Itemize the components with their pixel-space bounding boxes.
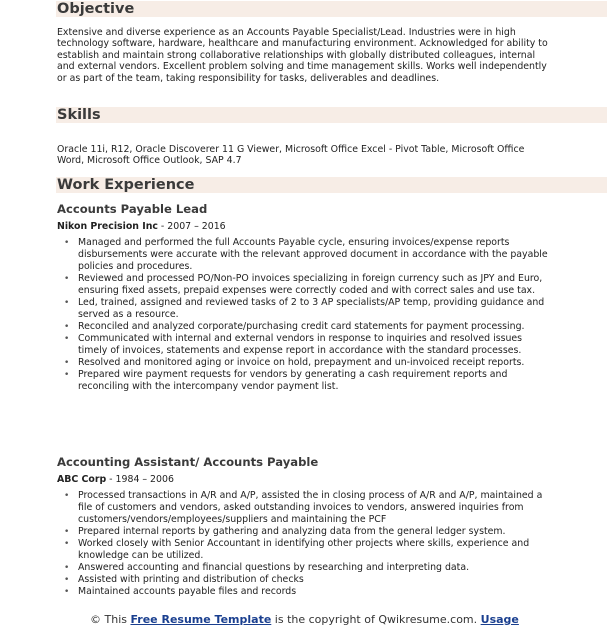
bullet-icon: • bbox=[64, 334, 70, 344]
bullet-icon: • bbox=[64, 491, 70, 501]
footer-prefix: © This bbox=[90, 613, 131, 626]
job-dates: - 1984 – 2006 bbox=[106, 474, 174, 485]
footer-middle: is the copyright of Qwikresume.com. bbox=[271, 613, 481, 626]
job-dates: - 2007 – 2016 bbox=[157, 221, 226, 232]
bullet-icon: • bbox=[64, 563, 70, 573]
company-name: ABC Corp bbox=[57, 474, 107, 485]
copyright-footer bbox=[90, 613, 519, 627]
job-title: Accounts Payable Lead bbox=[57, 202, 208, 216]
skills-text: Oracle 11i, R12, Oracle Discoverer 11 G Viewer, Microsoft Office Excel - Pivot Table, Microsoft Office Word, Microsoft Office Outlook, SAP 4.7 bbox=[57, 144, 525, 167]
list-item: • Communicated with internal and external vendors in response to inquiries and resolved issues timely of invoices, statements and expense report in accordance with the standard processes. bbox=[64, 333, 523, 356]
company-name: Nikon Precision Inc bbox=[57, 221, 158, 232]
list-item: • Reconciled and analyzed corporate/purchasing credit card statements for payment processing. bbox=[64, 321, 525, 332]
work-experience-heading: Work Experience bbox=[56, 177, 607, 193]
list-item: • Led, trained, assigned and reviewed tasks of 2 to 3 AP specialists/AP temp, providing guidance and served as a resource. bbox=[64, 297, 545, 320]
bullet-icon: • bbox=[64, 587, 70, 597]
bullet-icon: • bbox=[64, 539, 70, 549]
objective-heading: Objective bbox=[56, 1, 607, 17]
skills-heading: Skills bbox=[56, 107, 607, 123]
job-bullet-list bbox=[64, 490, 554, 598]
job-title: Accounting Assistant/ Accounts Payable bbox=[57, 455, 319, 469]
bullet-icon: • bbox=[64, 527, 70, 537]
list-item: • Prepared wire payment requests for vendors by generating a cash requirement reports and reconciling with the intercompany vendor payment list. bbox=[64, 369, 508, 392]
free-resume-template-link[interactable]: Free Resume Template bbox=[130, 613, 272, 626]
bullet-icon: • bbox=[64, 274, 70, 284]
list-item: • Worked closely with Senior Accountant in identifying other projects where skills, experience and knowledge can be utilized. bbox=[64, 538, 530, 561]
usage-link[interactable]: Usage bbox=[480, 613, 519, 626]
list-item: • Prepared internal reports by gathering and analyzing data from the general ledger system. bbox=[64, 526, 506, 537]
bullet-icon: • bbox=[64, 358, 70, 368]
job-bullet-list bbox=[64, 237, 554, 393]
company-line bbox=[57, 474, 174, 485]
list-item: • Reviewed and processed PO/Non-PO invoices specializing in foreign currency such as JPY and Euro, ensuring fixed assets, prepaid expenses were correctly coded and with correct sales and use tax. bbox=[64, 273, 543, 296]
objective-text: Extensive and diverse experience as an Accounts Payable Specialist/Lead. Industries were in high technology software, hardware, healthcare and manufacturing environment. Acknowledged for ability to establish and maintain strong collaborative relationships with globally distributed colleagues, internal and external vendors. Excellent problem solving and time management skills. Works well independently or as part of the team, taking responsibility for tasks, deliverables and deadlines. bbox=[57, 27, 548, 84]
bullet-icon: • bbox=[64, 322, 70, 332]
bullet-icon: • bbox=[64, 370, 70, 380]
list-item: • Maintained accounts payable files and records bbox=[64, 586, 297, 597]
list-item: • Managed and performed the full Accounts Payable cycle, ensuring invoices/expense reports disbursements were accurate with the relevant approved document in accordance with the payable policies and procedures. bbox=[64, 237, 548, 272]
list-item: • Processed transactions in A/R and A/P, assisted the in closing process of A/R and A/P, maintained a file of customers and vendors, asked outstanding invoices to vendors, answered inquiries from customers/vendors/employees/suppliers and maintaining the PCF bbox=[64, 490, 543, 525]
bullet-icon: • bbox=[64, 575, 70, 585]
list-item: • Assisted with printing and distribution of checks bbox=[64, 574, 304, 585]
bullet-icon: • bbox=[64, 298, 70, 308]
company-line bbox=[57, 221, 226, 232]
bullet-icon: • bbox=[64, 238, 70, 248]
list-item: • Resolved and monitored aging or invoice on hold, prepayment and un-invoiced receipt reports. bbox=[64, 357, 525, 368]
list-item: • Answered accounting and financial questions by researching and interpreting data. bbox=[64, 562, 470, 573]
